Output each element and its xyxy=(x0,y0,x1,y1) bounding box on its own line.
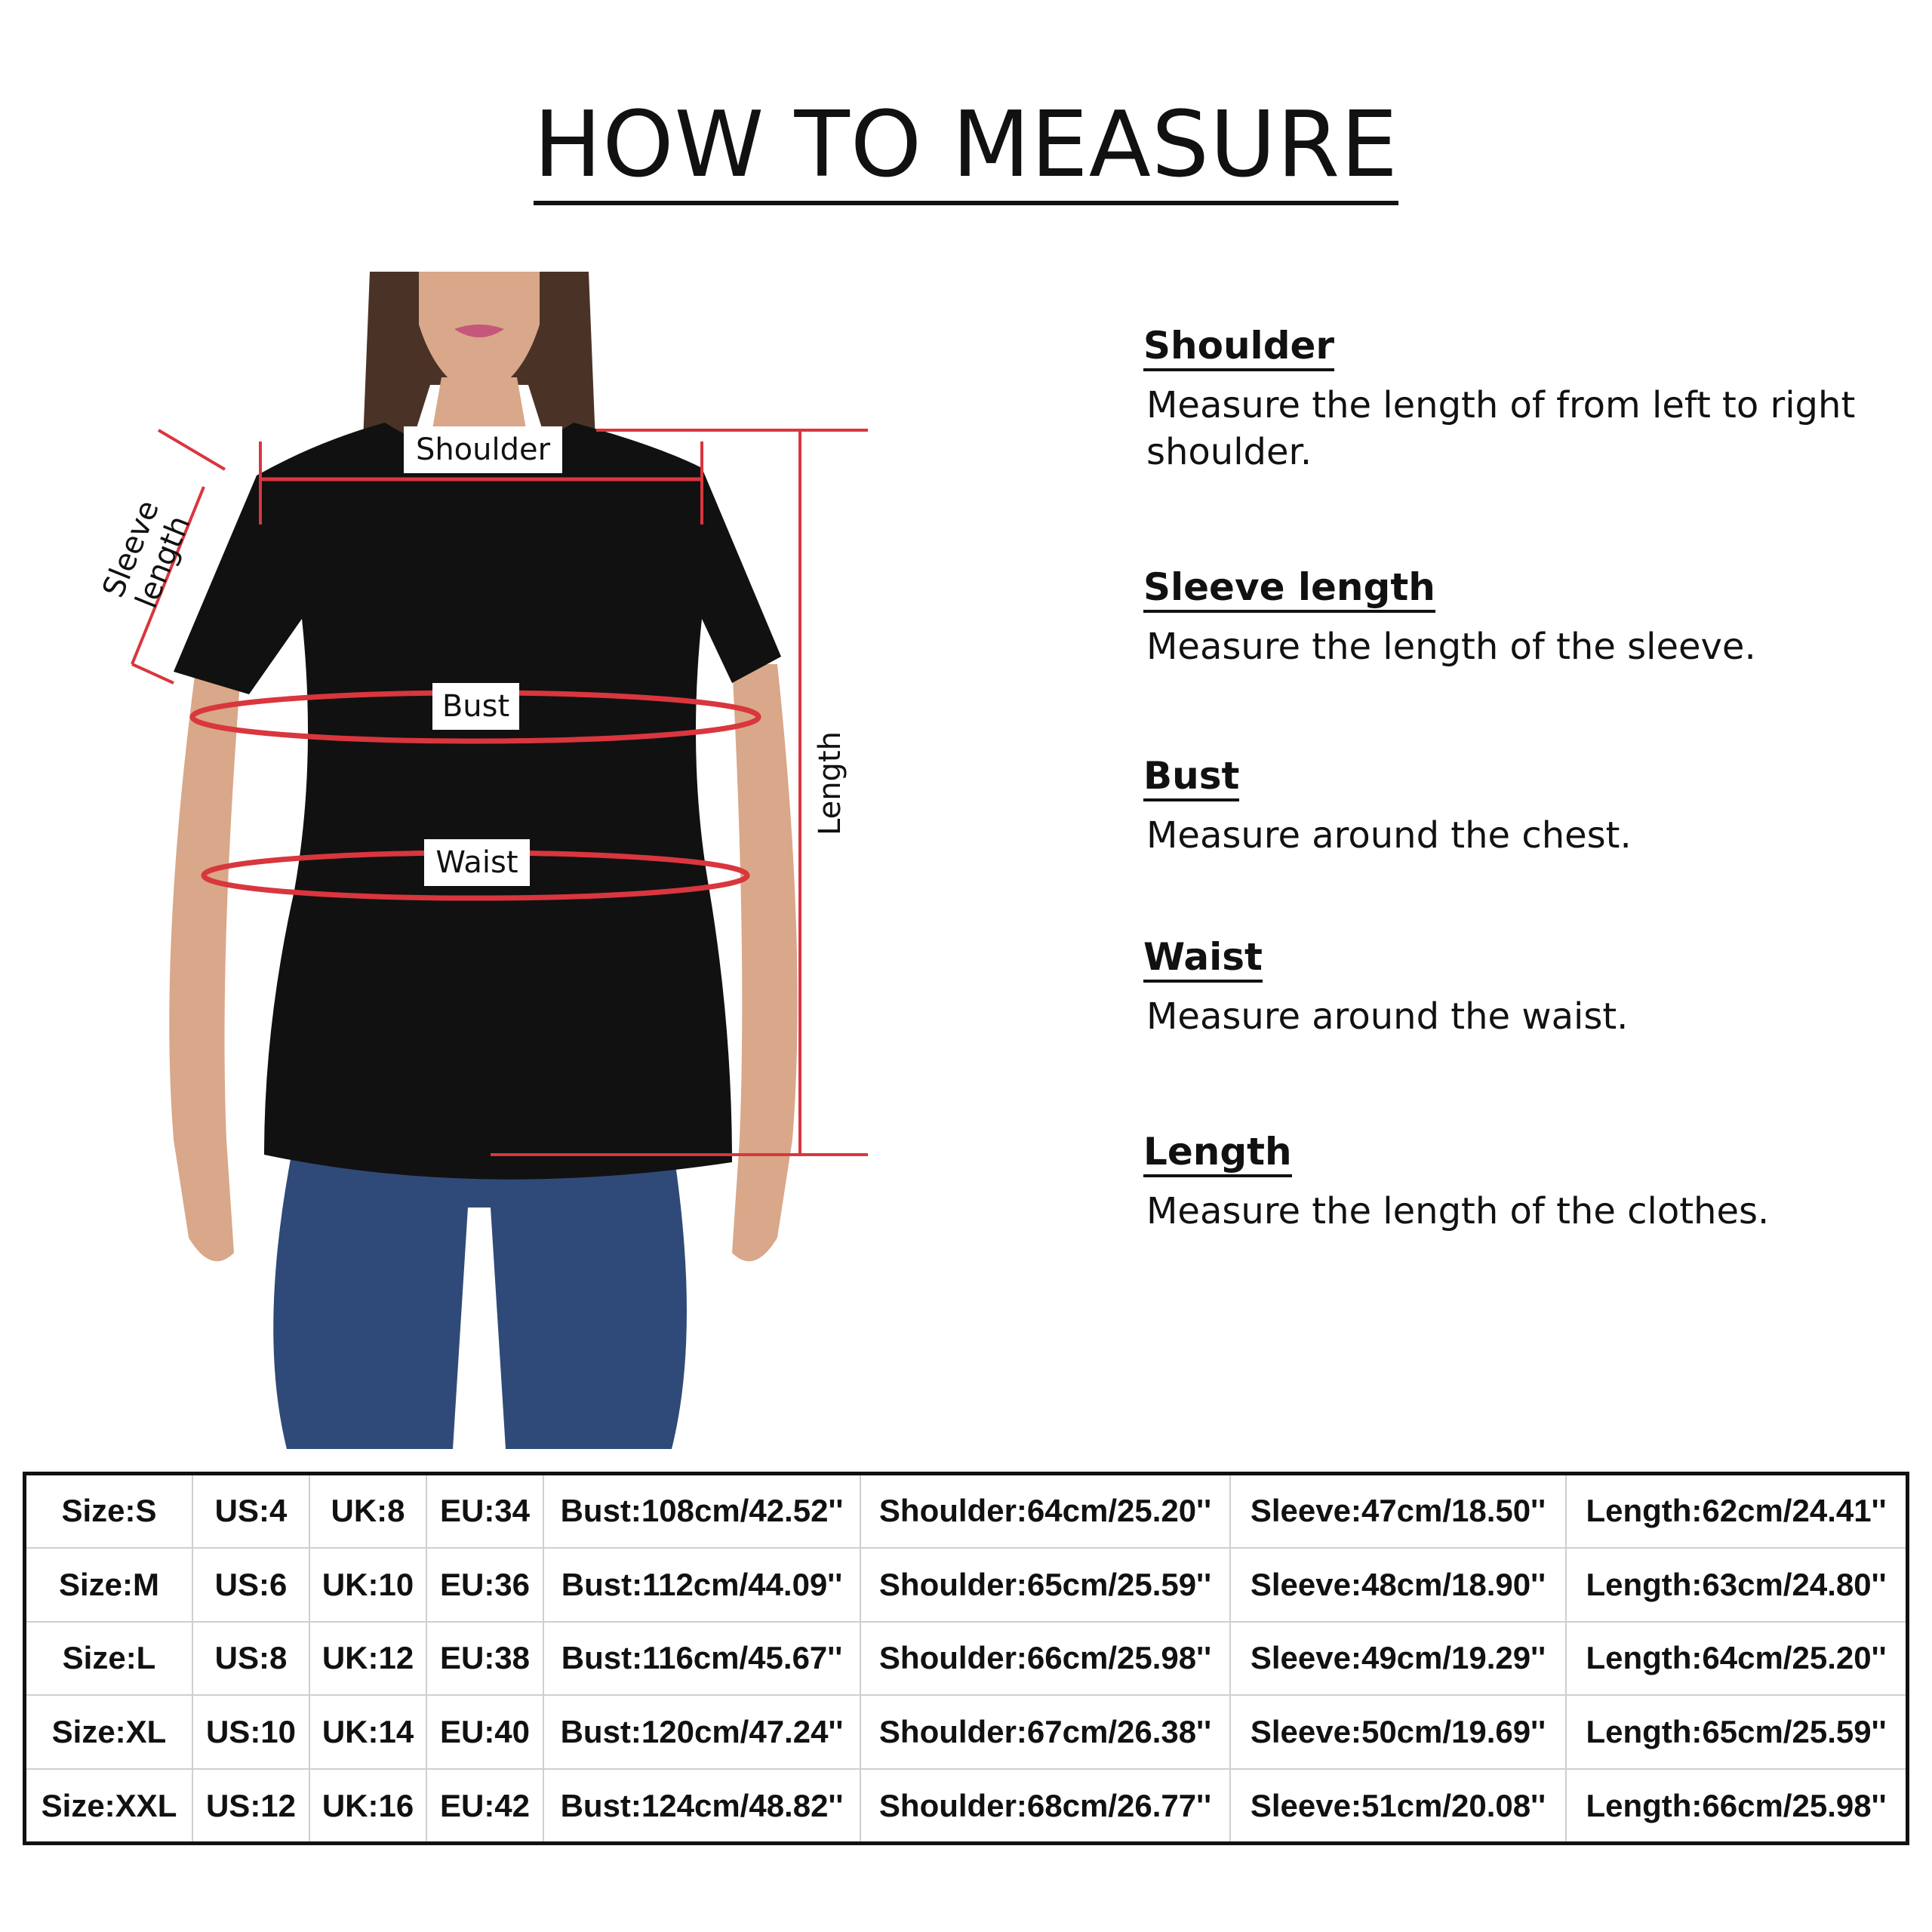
table-cell: Bust:108cm/42.52'' xyxy=(543,1475,860,1548)
table-cell: Bust:120cm/47.24'' xyxy=(543,1695,860,1769)
table-cell: UK:8 xyxy=(309,1475,426,1548)
definition-desc: Measure the length of from left to right shoulder. xyxy=(1146,383,1856,473)
table-row xyxy=(26,1475,1906,1548)
right-arm-shape xyxy=(732,664,798,1261)
length-label: Length xyxy=(813,731,848,835)
sleeve-line-bottom xyxy=(132,664,174,683)
table-cell: Sleeve:47cm/18.50'' xyxy=(1230,1475,1566,1548)
definition-shoulder xyxy=(1143,325,1898,475)
page-title-wrap xyxy=(0,93,1932,198)
table-cell: Bust:112cm/44.09'' xyxy=(543,1548,860,1622)
definition-desc: Measure around the chest. xyxy=(1146,814,1632,857)
definition-desc: Measure around the waist. xyxy=(1146,995,1629,1038)
table-cell: US:8 xyxy=(192,1622,309,1696)
table-row xyxy=(26,1769,1906,1841)
waist-label: Waist xyxy=(424,839,530,886)
definition-waist xyxy=(1143,936,1898,1040)
shoulder-label: Shoulder xyxy=(404,426,562,473)
table-cell: Sleeve:50cm/19.69'' xyxy=(1230,1695,1566,1769)
table-cell: Sleeve:49cm/19.29'' xyxy=(1230,1622,1566,1696)
table-cell: Shoulder:67cm/26.38'' xyxy=(860,1695,1230,1769)
definition-desc: Measure the length of the sleeve. xyxy=(1146,625,1756,668)
table-row xyxy=(26,1695,1906,1769)
table-cell: Length:62cm/24.41'' xyxy=(1566,1475,1906,1548)
table-cell: Bust:124cm/48.82'' xyxy=(543,1769,860,1841)
shirt-shape xyxy=(174,423,781,1180)
table-cell: EU:40 xyxy=(426,1695,543,1769)
table-cell: Length:65cm/25.59'' xyxy=(1566,1695,1906,1769)
table-cell: US:6 xyxy=(192,1548,309,1622)
table-row xyxy=(26,1548,1906,1622)
page-title: HOW TO MEASURE xyxy=(534,93,1398,205)
table-cell: Shoulder:66cm/25.98'' xyxy=(860,1622,1230,1696)
table-cell: Size:M xyxy=(26,1548,192,1622)
definition-term: Shoulder xyxy=(1143,325,1334,371)
table-cell: Length:63cm/24.80'' xyxy=(1566,1548,1906,1622)
table-cell: US:12 xyxy=(192,1769,309,1841)
definition-length xyxy=(1143,1131,1898,1235)
table-cell: UK:10 xyxy=(309,1548,426,1622)
table-cell: US:10 xyxy=(192,1695,309,1769)
table-cell: Shoulder:64cm/25.20'' xyxy=(860,1475,1230,1548)
size-chart-table xyxy=(26,1475,1906,1841)
sleeve-length-label: Sleeve length xyxy=(96,495,198,614)
table-cell: Shoulder:68cm/26.77'' xyxy=(860,1769,1230,1841)
table-cell: Size:XL xyxy=(26,1695,192,1769)
left-arm-shape xyxy=(169,664,242,1261)
table-cell: EU:38 xyxy=(426,1622,543,1696)
table-cell: Size:L xyxy=(26,1622,192,1696)
definition-term: Waist xyxy=(1143,936,1263,983)
table-cell: Bust:116cm/45.67'' xyxy=(543,1622,860,1696)
table-cell: EU:36 xyxy=(426,1548,543,1622)
definition-term: Length xyxy=(1143,1131,1292,1177)
definition-term: Sleeve length xyxy=(1143,566,1435,613)
table-cell: Size:XXL xyxy=(26,1769,192,1841)
table-cell: Length:66cm/25.98'' xyxy=(1586,1787,1887,1823)
model-figure xyxy=(68,272,913,1449)
jeans-shape xyxy=(273,1140,687,1449)
table-row xyxy=(26,1622,1906,1696)
table-cell: Sleeve:48cm/18.90'' xyxy=(1230,1548,1566,1622)
table-cell: UK:12 xyxy=(309,1622,426,1696)
definition-desc: Measure the length of the clothes. xyxy=(1146,1189,1770,1232)
table-cell: Size:S xyxy=(26,1475,192,1548)
table-cell: Shoulder:65cm/25.59'' xyxy=(860,1548,1230,1622)
definition-bust xyxy=(1143,755,1898,859)
bust-label: Bust xyxy=(432,683,519,730)
table-cell: Length:64cm/25.20'' xyxy=(1566,1622,1906,1696)
table-cell: UK:14 xyxy=(309,1695,426,1769)
definition-term: Bust xyxy=(1143,755,1239,801)
table-cell: EU:42 xyxy=(426,1769,543,1841)
table-cell: Sleeve:51cm/20.08'' xyxy=(1230,1769,1566,1841)
table-cell: UK:16 xyxy=(309,1769,426,1841)
definition-sleeve-length xyxy=(1143,566,1898,670)
size-chart-table-wrap xyxy=(23,1472,1909,1845)
table-cell: EU:34 xyxy=(426,1475,543,1548)
table-cell: US:4 xyxy=(192,1475,309,1548)
